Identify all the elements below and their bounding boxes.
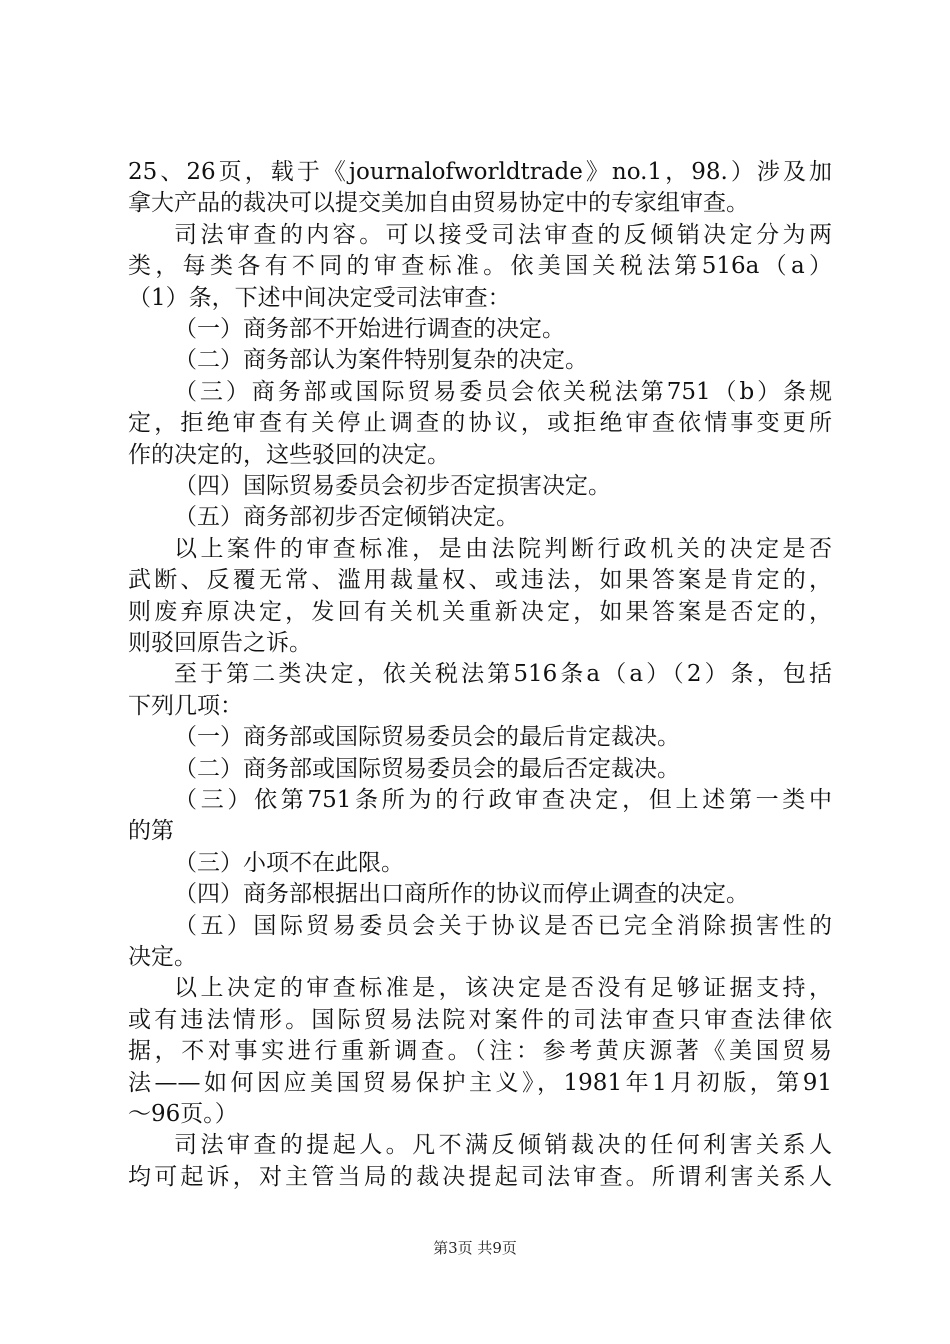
page-footer: 第3页 共9页 (433, 1239, 517, 1257)
text-line: 类，每类各有不同的审查标准。依美国关税法第516a（a） (128, 253, 832, 280)
text-line: 定，拒绝审查有关停止调查的协议，或拒绝审查依情事变更所 (128, 410, 832, 437)
text-line: 法——如何因应美国贸易保护主义》，1981年1月初版，第91 (128, 1069, 832, 1096)
text-line: 25、26页，载于《journalofworldtrade》no.1，98.）涉及加 (128, 159, 832, 185)
text-line: 以上案件的审查标准，是由法院判断行政机关的决定是否 (174, 535, 832, 562)
text-line: 以上决定的审查标准是，该决定是否没有足够证据支持， (174, 975, 832, 1002)
text-line: 决定。 (128, 944, 197, 970)
text-line: 或有违法情形。国际贸易法院对案件的司法审查只审查法律依 (128, 1006, 832, 1033)
text-line: 据，不对事实进行重新调查。（注：参考黄庆源著《美国贸易 (128, 1038, 832, 1065)
text-line: 武断、反覆无常、滥用裁量权、或违法，如果答案是肯定的， (128, 567, 832, 594)
text-line: 则驳回原告之诉。 (128, 630, 312, 656)
text-line: （三）依第751条所为的行政审查决定，但上述第一类中 (174, 787, 832, 813)
text-line: （1）条，下述中间决定受司法审查： (128, 284, 511, 311)
text-line: 的第 (128, 818, 174, 845)
text-line: （一）商务部或国际贸易委员会的最后肯定裁决。 (174, 724, 680, 751)
text-line: （三）商务部或国际贸易委员会依关税法第751（b）条规 (174, 378, 832, 405)
text-line: （二）商务部或国际贸易委员会的最后否定裁决。 (174, 755, 680, 782)
text-line: （一）商务部不开始进行调查的决定。 (174, 316, 565, 342)
text-line: （四）国际贸易委员会初步否定损害决定。 (174, 473, 611, 499)
text-line: （五）商务部初步否定倾销决定。 (174, 504, 519, 531)
text-line: （三）小项不在此限。 (174, 849, 404, 876)
text-line: （五）国际贸易委员会关于协议是否已完全消除损害性的 (174, 912, 832, 939)
text-line: 下列几项： (128, 692, 243, 719)
text-line: 作的决定的，这些驳回的决定。 (128, 441, 450, 468)
text-line: 司法审查的内容。可以接受司法审查的反倾销决定分为两 (174, 221, 832, 248)
text-line: 则废弃原决定，发回有关机关重新决定，如果答案是否定的， (128, 598, 832, 625)
text-line: 司法审查的提起人。凡不满反倾销裁决的任何利害关系人 (174, 1132, 832, 1159)
text-line: （二）商务部认为案件特别复杂的决定。 (174, 347, 588, 374)
text-line: ～96页。） (128, 1101, 238, 1127)
text-line: 至于第二类决定，依关税法第516条a（a）（2）条，包括 (174, 661, 832, 688)
text-line: 拿大产品的裁决可以提交美加自由贸易协定中的专家组审查。 (128, 190, 749, 217)
text-line: （四）商务部根据出口商所作的协议而停止调查的决定。 (174, 881, 749, 908)
text-line: 均可起诉，对主管当局的裁决提起司法审查。所谓利害关系人 (128, 1163, 832, 1190)
